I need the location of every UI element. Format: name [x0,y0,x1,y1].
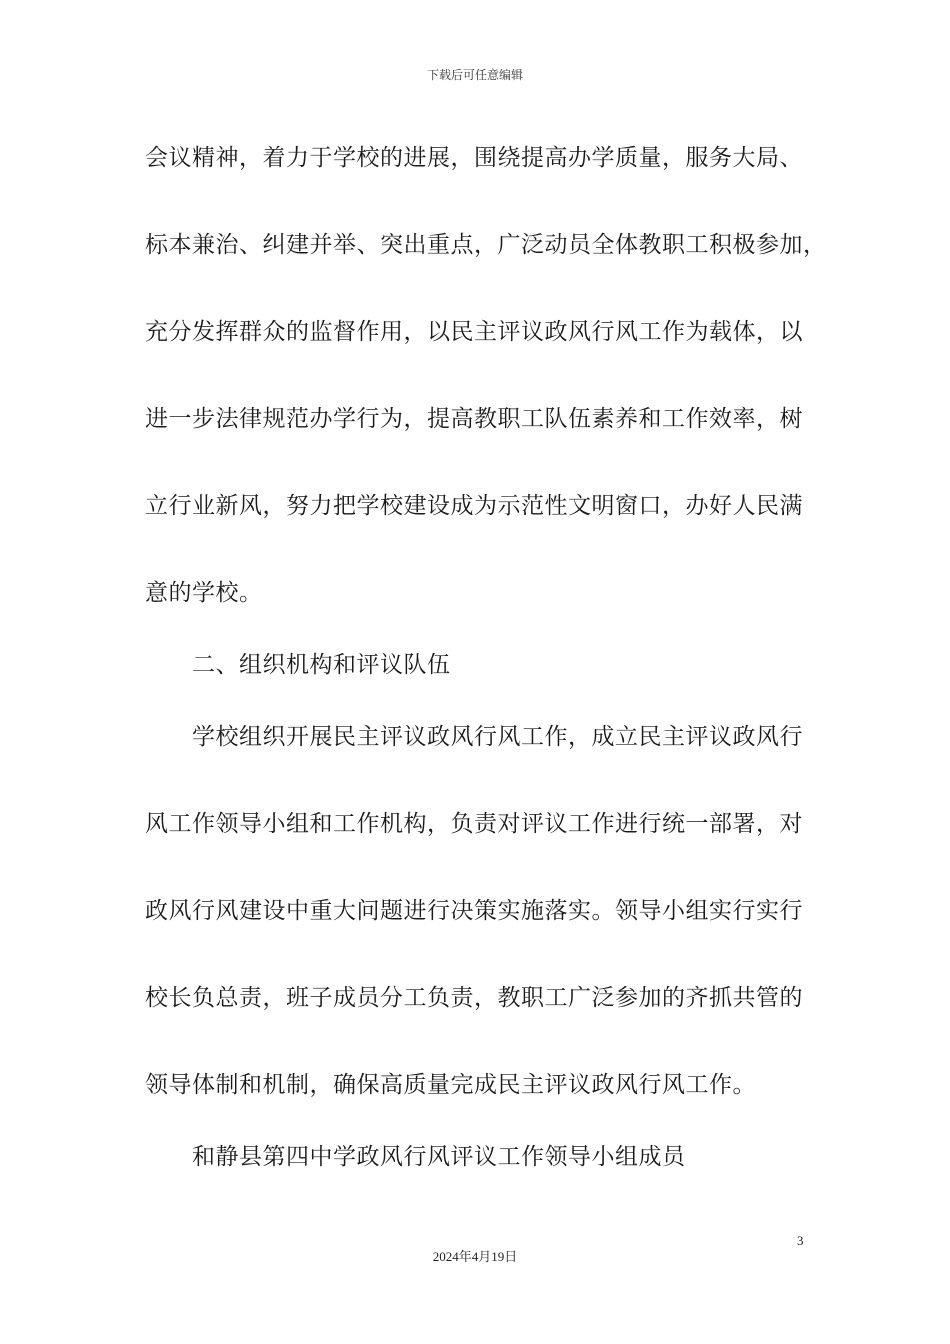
body-line: 领导体制和机制，确保高质量完成民主评议政风行风工作。 [145,1072,756,1098]
body-line: 立行业新风，努力把学校建设成为示范性文明窗口，办好人民满 [145,493,803,519]
body-line: 标本兼治、纠建并举、突出重点，广泛动员全体教职工积极参加， [145,232,827,258]
footer-date: 2024年4月19日 [432,1249,518,1264]
body-line: 政风行风建设中重大问题进行决策实施落实。领导小组实行实行 [145,898,803,924]
body-line: 意的学校。 [145,580,263,606]
section-heading: 二、组织机构和评议队伍 [192,652,451,678]
body-line: 进一步法律规范办学行为，提高教职工队伍素养和工作效率，树 [145,406,803,432]
body-line: 风工作领导小组和工作机构，负责对评议工作进行统一部署，对 [145,811,803,837]
body-line: 和静县第四中学政风行风评议工作领导小组成员 [192,1144,686,1170]
page-number: 3 [797,1233,804,1248]
body-line: 会议精神，着力于学校的进展，围绕提高办学质量，服务大局、 [145,145,803,171]
body-line: 充分发挥群众的监督作用，以民主评议政风行风工作为载体，以 [145,319,803,345]
body-line: 校长负总责，班子成员分工负责，教职工广泛参加的齐抓共管的 [145,985,803,1011]
page-header: 下载后可任意编辑 [426,68,523,82]
body-line: 学校组织开展民主评议政风行风工作，成立民主评议政风行 [192,724,803,750]
